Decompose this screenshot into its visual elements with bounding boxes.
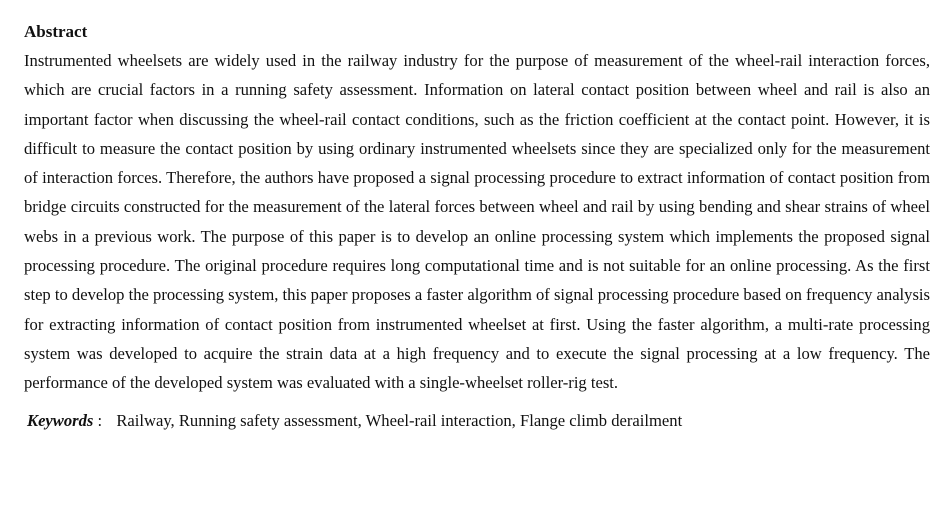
paper-abstract-section	[24, 20, 930, 433]
abstract-heading: Abstract	[24, 22, 88, 41]
keywords-separator: :	[97, 410, 103, 430]
keywords-text: Railway, Running safety assessment, Wheel-rail interaction, Flange climb derailment	[116, 410, 683, 430]
abstract-body: Instrumented wheelsets are widely used in the railway industry for the purpose of measurement of the wheel-rail interaction forces, which are crucial factors in a running safety assessment. Information on lateral contact position between wheel and rail is also an important factor when discussing the wheel-rail contact conditions, such as the friction coefficient at the contact point. However, it is difficult to measure the contact position by using ordinary instrumented wheelsets since they are specialized only for the measurement of interaction forces. Therefore, the authors have proposed a signal processing procedure to extract information of contact position from bridge circuits constructed for the measurement of the lateral forces between wheel and rail by using bending and shear strains of wheel webs in a previous work. The purpose of this paper is to develop an online processing system which implements the proposed signal processing procedure. The original procedure requires long computational time and is not suitable for an online processing. As the first step to develop the processing system, this paper proposes a faster algorithm of signal processing procedure based on frequency analysis for extracting information of contact position from instrumented wheelset at first. Using the faster algorithm, a multi-rate processing system was developed to acquire the strain data at a high frequency and to execute the signal processing at a low frequency. The performance of the developed system was evaluated with a single-wheelset roller-rig test.	[24, 51, 930, 393]
keywords-label: Keywords	[27, 410, 94, 430]
keywords-line	[24, 409, 930, 433]
